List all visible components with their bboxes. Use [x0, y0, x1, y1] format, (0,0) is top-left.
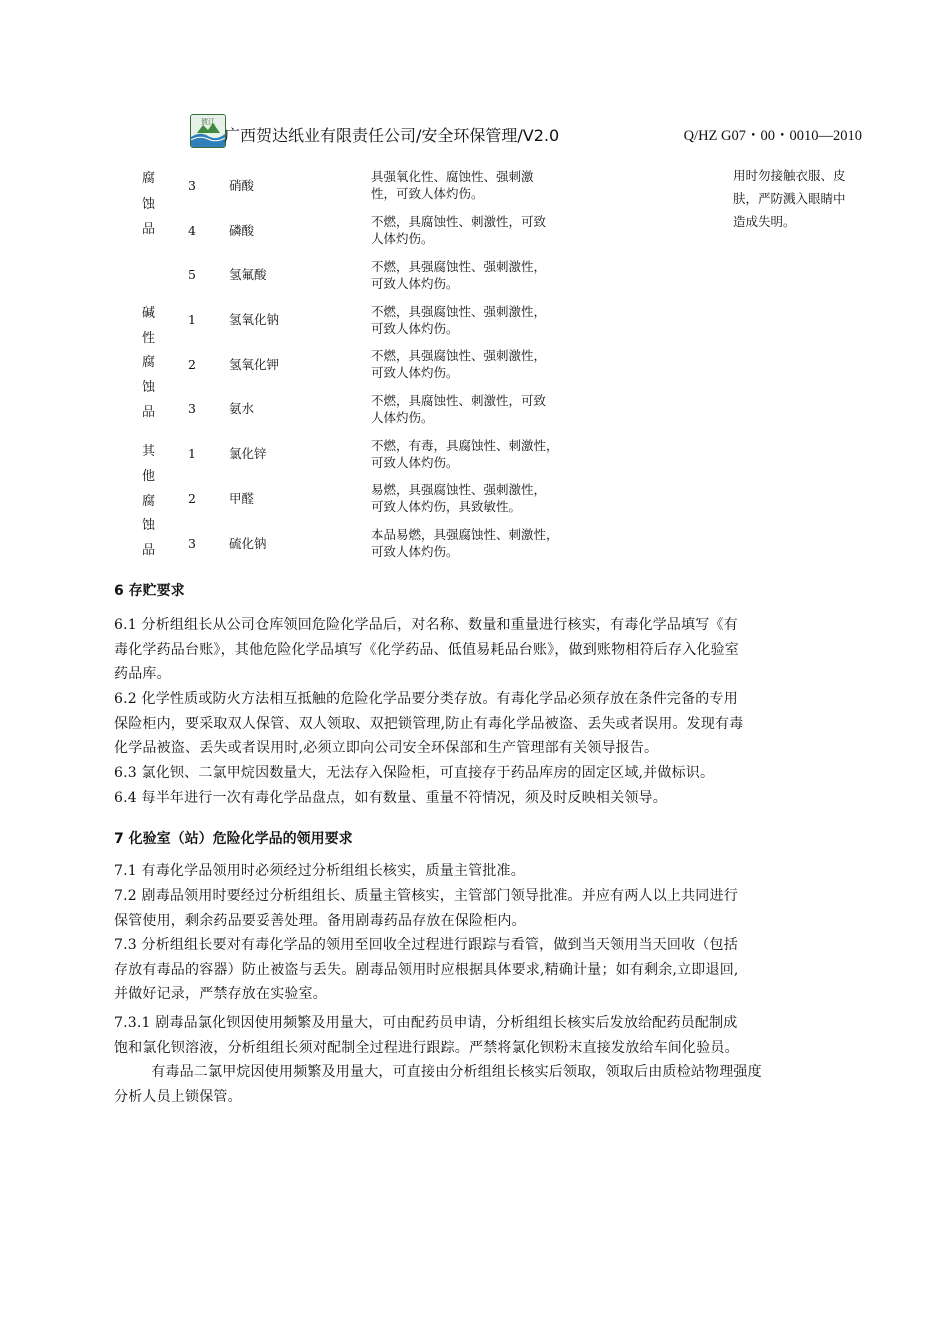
- logo-text: 賀江: [201, 118, 215, 126]
- row-number: 2: [188, 491, 196, 506]
- paragraph-line: 7.3 分析组组长要对有毒化学品的领用至回收全过程进行跟踪与看管，做到当天领用当天回收（包括: [114, 937, 738, 953]
- paragraph-line: 有毒品二氯甲烷因使用频繁及用量大，可直接由分析组组长核实后领取，领取后由质检站物理强度: [114, 1064, 762, 1080]
- category-char: 品: [142, 543, 156, 558]
- row-number: 1: [188, 446, 196, 461]
- company-title: 广西贺达纸业有限责任公司/安全环保管理/V2.0: [224, 126, 560, 145]
- category-char: 腐: [142, 494, 156, 509]
- paragraph: [114, 761, 862, 786]
- document-number: Q/HZ G07・00・0010—2010: [683, 128, 862, 144]
- paragraph-line: 并做好记录，严禁存放在实验室。: [114, 986, 327, 1002]
- hazard-table: [0, 0, 950, 570]
- chemical-property-line: 可致人体灼伤。: [371, 276, 459, 291]
- chemical-name: 氢氟酸: [229, 267, 267, 282]
- chemical-name: 氢氧化钾: [229, 357, 280, 372]
- paragraph-line: 6.4 每半年进行一次有毒化学品盘点，如有数量、重量不符情况，须及时反映相关领导。: [114, 790, 667, 806]
- row-number: 5: [188, 267, 196, 282]
- chemical-name: 氨水: [229, 401, 255, 416]
- chemical-property-line: 可致人体灼伤。: [371, 365, 459, 380]
- chemical-property-line: 不燃，具强腐蚀性、强刺激性，: [371, 304, 547, 319]
- row-number: 3: [188, 401, 196, 416]
- chemical-name: 甲醛: [229, 491, 255, 506]
- chemical-name: 氢氧化钠: [229, 312, 280, 327]
- chemical-property-line: 本品易燃，具强腐蚀性、刺激性，: [371, 527, 559, 542]
- chemical-property-line: 不燃，具强腐蚀性、强刺激性，: [371, 259, 547, 274]
- paragraph: [114, 884, 862, 933]
- row-number: 3: [188, 178, 196, 193]
- category-char: 碱: [142, 306, 156, 321]
- chemical-name: 氯化锌: [229, 446, 267, 461]
- chemical-property-line: 人体灼伤。: [371, 410, 434, 425]
- chemical-property-line: 可致人体灼伤。: [371, 321, 459, 336]
- category-char: 其: [142, 444, 156, 459]
- precaution-note-line: 造成失明。: [733, 214, 796, 229]
- chemical-property-line: 人体灼伤。: [371, 231, 434, 246]
- paragraph-line: 毒化学药品台账》，其他危险化学品填写《化学药品、低值易耗品台账》，做到账物相符后存入化验室: [114, 641, 739, 658]
- paragraph-line: 7.1 有毒化学品领用时必须经过分析组组长核实，质量主管批准。: [114, 863, 525, 879]
- paragraph-line: 7.3.1 剧毒品氯化钡因使用频繁及用量大，可由配药员申请，分析组组长核实后发放给配药员配制成: [114, 1015, 738, 1031]
- chemical-name: 硝酸: [229, 178, 255, 193]
- paragraph-line: 保险柜内，要采取双人保管、双人领取、双把锁管理,防止有毒化学品被盗、丢失或者误用。发现有毒: [114, 715, 744, 732]
- row-number: 2: [188, 357, 196, 372]
- chemical-property-line: 不燃，有毒，具腐蚀性、刺激性，: [371, 438, 559, 453]
- precaution-note-line: 用时勿接触衣服、皮: [733, 168, 846, 183]
- chemical-property-line: 不燃，具强腐蚀性、强刺激性，: [371, 348, 547, 363]
- row-number: 1: [188, 312, 196, 327]
- paragraph: [114, 1011, 862, 1060]
- category-char: 腐: [142, 355, 156, 370]
- category-char: 腐: [142, 171, 156, 186]
- category-char: 性: [142, 331, 156, 346]
- paragraph-line: 6.3 氯化钡、二氯甲烷因数量大，无法存入保险柜，可直接存于药品库房的固定区域,并做标识。: [114, 765, 715, 781]
- paragraph: [114, 933, 862, 1007]
- paragraph-line: 6.1 分析组组长从公司仓库领回危险化学品后，对名称、数量和重量进行核实，有毒化学品填写《有: [114, 617, 738, 633]
- paragraph-line: 保管使用，剩余药品要妥善处理。备用剧毒药品存放在保险柜内。: [114, 912, 526, 929]
- category-char: 品: [142, 405, 156, 420]
- paragraph-line: 化学品被盗、丢失或者误用时,必须立即向公司安全环保部和生产管理部有关领导报告。: [114, 740, 659, 756]
- row-number: 4: [188, 223, 196, 238]
- chemical-name: 硫化钠: [229, 536, 267, 551]
- paragraph: [114, 613, 862, 687]
- chemical-property-line: 可致人体灼伤，具致敏性。: [371, 499, 522, 514]
- chemical-property-line: 具强氧化性、腐蚀性、强刺激: [371, 169, 534, 184]
- paragraph-line: 分析人员上锁保管。: [114, 1088, 242, 1105]
- chemical-property-line: 不燃，具腐蚀性、刺激性，可致: [371, 214, 547, 229]
- precaution-note: [733, 164, 873, 233]
- row-number: 3: [188, 536, 196, 551]
- chemical-name: 磷酸: [229, 223, 255, 238]
- chemical-property-line: 性，可致人体灼伤。: [371, 186, 484, 201]
- chemical-property-line: 易燃，具强腐蚀性、强刺激性，: [371, 482, 547, 497]
- chemical-property-line: 可致人体灼伤。: [371, 455, 459, 470]
- paragraph: [114, 859, 862, 884]
- category-char: 蚀: [142, 380, 156, 395]
- precaution-note-line: 肤，严防溅入眼睛中: [733, 191, 846, 206]
- category-char: 品: [142, 222, 156, 237]
- category-char: 蚀: [142, 518, 156, 533]
- category-char: 他: [142, 469, 156, 484]
- paragraph-line: 6.2 化学性质或防火方法相互抵触的危险化学品要分类存放。有毒化学品必须存放在条件完备的专用: [114, 691, 738, 707]
- paragraph: [114, 786, 862, 811]
- section-heading: 6 存贮要求: [114, 583, 185, 599]
- paragraph-line: 存放有毒品的容器）防止被盗与丢失。剧毒品领用时应根据具体要求,精确计量；如有剩余,立即退回,: [114, 961, 739, 978]
- chemical-property-line: 可致人体灼伤。: [371, 544, 459, 559]
- paragraph: [114, 687, 862, 761]
- section-heading: 7 化验室（站）危险化学品的领用要求: [114, 831, 353, 847]
- paragraph-line: 药品库。: [114, 666, 171, 682]
- paragraph-line: 饱和氯化钡溶液，分析组组长须对配制全过程进行跟踪。严禁将氯化钡粉末直接发放给车间化验员。: [114, 1039, 739, 1056]
- chemical-property-line: 不燃，具腐蚀性、刺激性，可致: [371, 393, 547, 408]
- paragraph: [114, 1060, 862, 1109]
- paragraph-line: 7.2 剧毒品领用时要经过分析组组长、质量主管核实，主管部门领导批准。并应有两人以上共同进行: [114, 888, 738, 904]
- category-char: 蚀: [142, 197, 156, 212]
